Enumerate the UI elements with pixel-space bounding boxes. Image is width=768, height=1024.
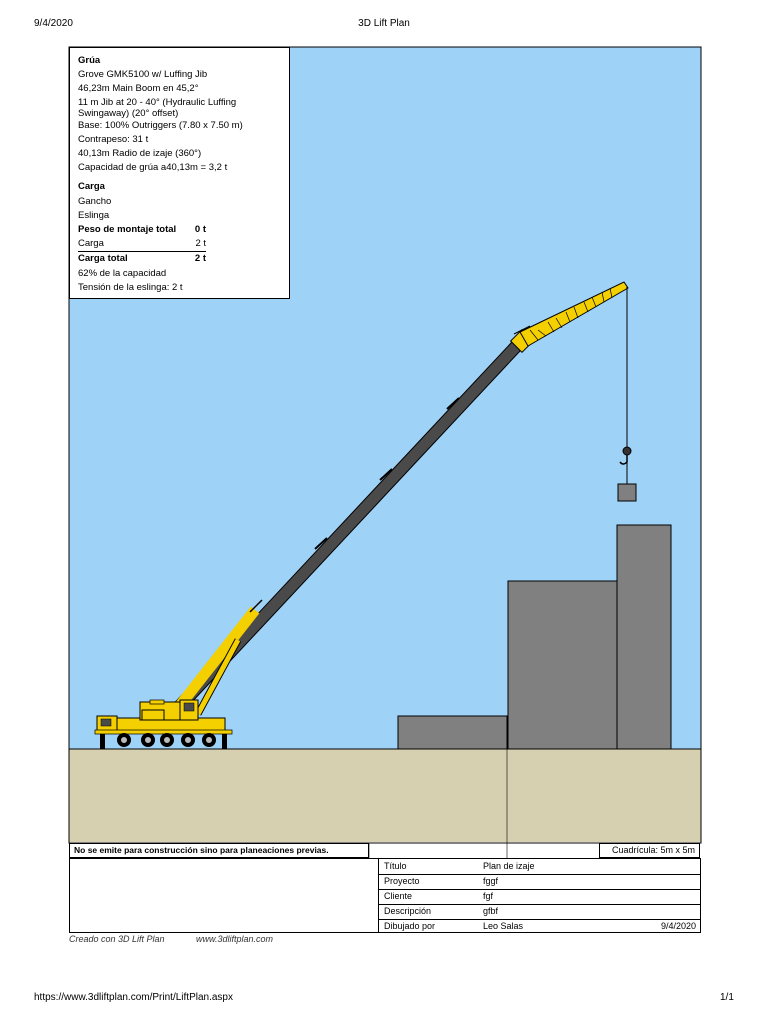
building-tall [617, 525, 671, 749]
outrigger-beam [95, 730, 232, 734]
cab-window-2 [184, 703, 194, 711]
page-title: 3D Lift Plan [358, 18, 410, 29]
project-value: fggf [483, 876, 499, 886]
drawn-date: 9/4/2020 [660, 921, 696, 931]
drawn-by-row [379, 919, 700, 934]
capacity-percent: 62% de la capacidad [78, 267, 167, 279]
drawn-by-label: Dibujado por [384, 921, 436, 931]
description-value: gfbf [483, 906, 499, 916]
title-label: Título [384, 861, 407, 871]
hook-block [623, 447, 631, 455]
title-block-blank [70, 859, 379, 932]
drawn-by-value: Leo Salas [483, 921, 524, 931]
crane-capacity: Capacidad de grúa a40,13m = 3,2 t [78, 162, 228, 174]
crane-model: Grove GMK5100 w/ Luffing Jib [78, 69, 208, 81]
client-value: fgf [483, 891, 494, 901]
counterweight [142, 710, 164, 720]
page-url[interactable]: https://www.3dliftplan.com/Print/LiftPlan.aspx [34, 992, 233, 1003]
building-mid [508, 581, 617, 749]
project-row [379, 874, 700, 890]
hook-label: Gancho [78, 195, 112, 207]
grid-scale: Cuadrícula: 5m x 5m [599, 843, 700, 858]
title-row [379, 859, 700, 875]
cargo-row [78, 237, 206, 252]
rigging-label: Peso de montaje total [78, 224, 177, 236]
outrigger-pad-right [222, 734, 227, 749]
cargo-label: Carga [78, 238, 104, 250]
load-heading: Carga [78, 181, 105, 193]
project-label: Proyecto [384, 876, 420, 886]
rigging-weight-row [78, 223, 206, 237]
title-value: Plan de izaje [483, 861, 535, 871]
lift-radius: 40,13m Radio de izaje (360°) [78, 148, 202, 160]
cab-window [101, 719, 111, 726]
total-load-row [78, 252, 206, 266]
jib-config: 11 m Jib at 20 - 40° (Hydraulic Luffing Swingaway) (20° offset) [78, 96, 237, 119]
main-boom: 46,23m Main Boom en 45,2° [78, 83, 199, 95]
page-number: 1/1 [720, 992, 734, 1003]
client-row [379, 889, 700, 905]
created-with: Creado con 3D Lift Plan [69, 934, 165, 944]
sling-tension: Tensión de la eslinga: 2 t [78, 281, 183, 293]
building-low [398, 716, 507, 749]
ground-area [69, 749, 701, 842]
outrigger-pad-left [100, 734, 105, 749]
description-row [379, 904, 700, 920]
total-label: Carga total [78, 253, 128, 265]
client-label: Cliente [384, 891, 413, 901]
website-link[interactable]: www.3dliftplan.com [196, 934, 274, 944]
planning-notice: No se emite para construcción sino para planeaciones previas. [69, 843, 369, 858]
rigging-value: 0 t [194, 224, 206, 236]
title-block [69, 858, 701, 933]
lift-info-panel [69, 47, 290, 299]
load-box [618, 484, 636, 501]
description-label: Descripción [384, 906, 432, 916]
outriggers: Base: 100% Outriggers (7.80 x 7.50 m) [78, 119, 243, 131]
cargo-value: 2 t [195, 238, 206, 250]
total-value: 2 t [194, 253, 206, 265]
sling-label: Eslinga [78, 209, 110, 221]
print-date: 9/4/2020 [34, 18, 73, 29]
crane-heading: Grúa [78, 55, 101, 66]
counterweight-value: Contrapeso: 31 t [78, 133, 149, 145]
